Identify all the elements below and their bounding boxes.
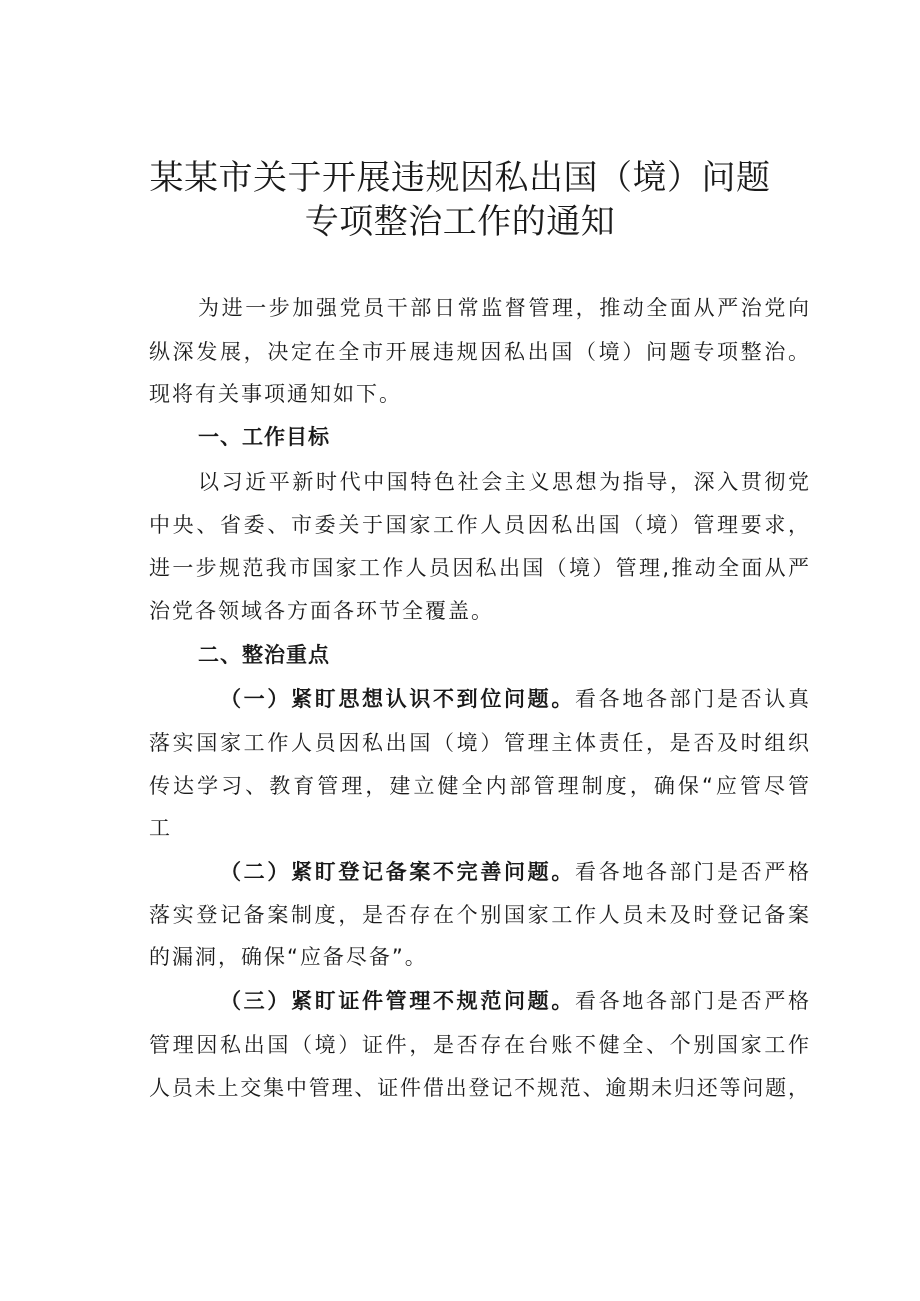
item-2-line-1 <box>220 856 809 888</box>
item-2-first-rest: 看各地各部门是否严格 <box>575 860 809 884</box>
item-1-bold-title: （一）紧盯思想认识不到位问题。 <box>220 687 575 711</box>
item-1-line-1 <box>220 683 809 715</box>
item-2-line-2: 落实登记备案制度，是否存在个别国家工作人员未及时登记备案 <box>149 903 809 927</box>
item-2-line-3: 的漏洞，确保“应备尽备”。 <box>149 945 428 969</box>
intro-line-1: 为进一步加强党员干部日常监督管理，推动全面从严治党向 <box>198 296 809 320</box>
item-3-line-1 <box>220 985 809 1017</box>
item-1-first-rest: 看各地各部门是否认真 <box>575 687 809 711</box>
item-1-line-3: 传达学习、教育管理，建立健全内部管理制度，确保“应管尽管 <box>149 774 809 798</box>
section-2-heading: 二、整治重点 <box>198 643 330 667</box>
intro-line-3: 现将有关事项通知如下。 <box>149 382 402 406</box>
section-1-heading: 一、工作目标 <box>198 425 330 449</box>
section-1-line-4: 治党各领域各方面各环节全覆盖。 <box>149 599 494 623</box>
section-1-line-3: 进一步规范我市国家工作人员因私出国（境）管理,推动全面从严 <box>149 556 809 580</box>
item-3-bold-title: （三）紧盯证件管理不规范问题。 <box>220 989 575 1013</box>
item-2-bold-title: （二）紧盯登记备案不完善问题。 <box>220 860 575 884</box>
item-3-line-2: 管理因私出国（境）证件，是否存在台账不健全、个别国家工作 <box>149 1033 809 1057</box>
document-title-line-1: 某某市关于开展违规因私出国（境）问题 <box>149 158 771 198</box>
item-3-first-rest: 看各地各部门是否严格 <box>575 989 809 1013</box>
section-1-line-1: 以习近平新时代中国特色社会主义思想为指导，深入贯彻党 <box>198 470 809 494</box>
intro-line-2: 纵深发展，决定在全市开展违规因私出国（境）问题专项整治。 <box>149 340 809 364</box>
document-title-line-2: 专项整治工作的通知 <box>304 202 616 242</box>
item-1-line-2: 落实国家工作人员因私出国（境）管理主体责任，是否及时组织 <box>149 731 809 755</box>
item-1-line-4: 工 <box>149 816 172 840</box>
section-1-line-2: 中央、省委、市委关于国家工作人员因私出国（境）管理要求， <box>149 513 809 537</box>
item-3-line-3: 人员未上交集中管理、证件借出登记不规范、逾期未归还等问题， <box>149 1076 809 1100</box>
